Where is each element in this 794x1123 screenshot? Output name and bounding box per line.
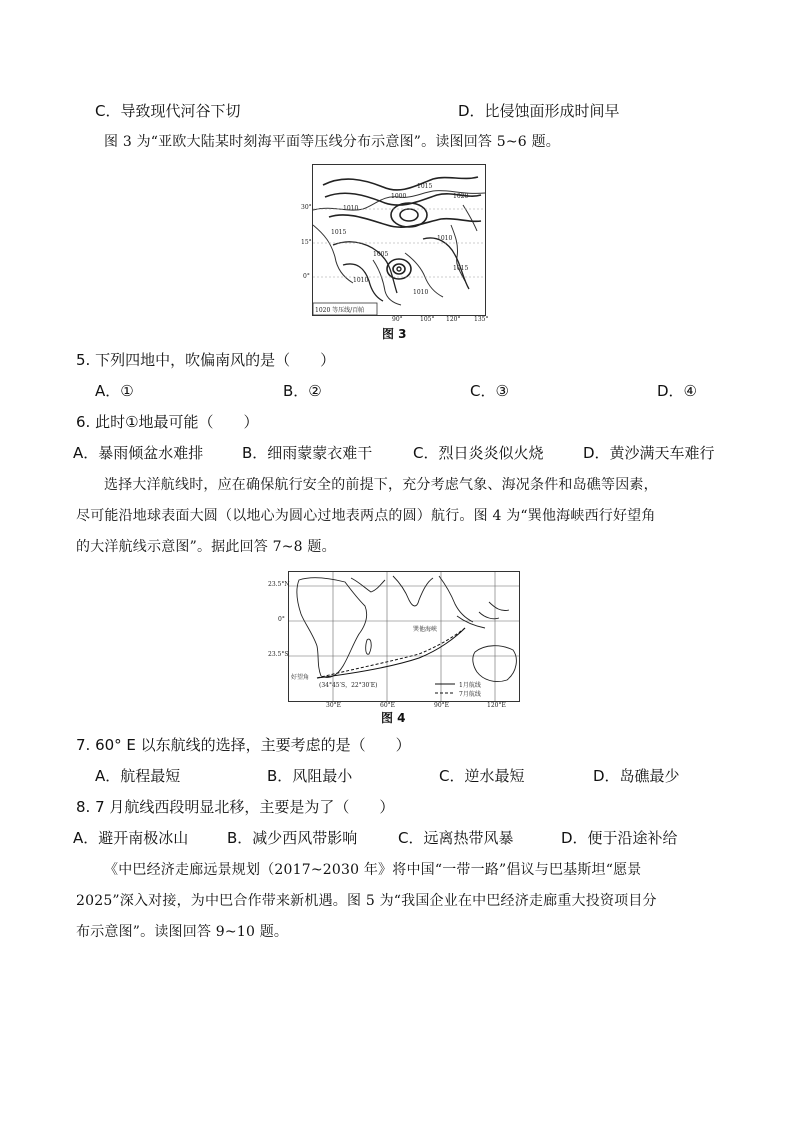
- q6-stem: 6. 此时①地最可能（ ）: [76, 413, 259, 431]
- figure-4-route-map: [288, 571, 520, 702]
- fig4-lat-label: 0°: [278, 616, 285, 623]
- fig4-strait-label: 巽他海峡: [413, 626, 438, 633]
- fig3-isobar-label: 1005: [373, 251, 389, 258]
- fig4-cape-coord: (34°45′S，22°30′E): [319, 682, 378, 689]
- fig3-lat-label: 30°: [301, 204, 312, 211]
- fig4-intro-line1: 选择大洋航线时，应在确保航行安全的前提下，充分考虑气象、海况条件和岛礁等因素，: [104, 477, 658, 493]
- fig3-isobar-label: 1015: [331, 229, 347, 236]
- figure-3-pressure-map: [312, 164, 486, 316]
- fig5-intro-line1: 《中巴经济走廊远景规划（2017~2030 年》将中国“一带一路”倡议与巴基斯坦“愿景: [104, 862, 642, 878]
- fig3-isobar-label: 1020: [453, 193, 469, 200]
- q6-option-b: B．细雨蒙蒙衣难干: [242, 444, 373, 462]
- fig4-caption: 图 4: [381, 711, 406, 725]
- q8-stem: 8. 7 月航线西段明显北移，主要是为了（ ）: [76, 798, 395, 816]
- q5-stem: 5. 下列四地中，吹偏南风的是（ ）: [76, 351, 336, 369]
- q6-option-c: C．烈日炎炎似火烧: [413, 444, 544, 462]
- fig3-isobar-label: 1015: [417, 183, 433, 190]
- q7-stem: 7. 60° E 以东航线的选择，主要考虑的是（ ）: [76, 736, 411, 754]
- fig3-lon-label: 135°: [474, 316, 489, 323]
- fig4-intro-line2: 尽可能沿地球表面大圆（以地心为圆心过地表两点的圆）航行。图 4 为“巽他海峡西行好望角: [76, 508, 656, 524]
- fig3-legend: 1020 等压线/百帕: [315, 307, 365, 314]
- q5-option-b: B．②: [283, 382, 322, 400]
- fig3-isobar-label: 1010: [413, 289, 429, 296]
- fig5-intro-line3: 布示意图”。读图回答 9~10 题。: [76, 924, 289, 940]
- fig3-caption: 图 3: [382, 327, 407, 341]
- fig3-lon-label: 105°: [420, 316, 435, 323]
- q8-option-a: A．避开南极冰山: [73, 829, 189, 847]
- q5-option-c: C．③: [470, 382, 509, 400]
- q4-option-c: C．导致现代河谷下切: [95, 102, 241, 120]
- fig4-lon-label: 120°E: [487, 702, 506, 709]
- q8-option-b: B．减少西风带影响: [227, 829, 358, 847]
- fig4-legend-jan: 1月航线: [459, 682, 481, 689]
- fig4-lon-label: 30°E: [326, 702, 342, 709]
- fig3-lat-label: 15°: [301, 239, 312, 246]
- fig3-isobar-label: 1010: [343, 205, 359, 212]
- fig4-lat-label: 23.5°S: [268, 651, 289, 658]
- fig3-intro: 图 3 为“亚欧大陆某时刻海平面等压线分布示意图”。读图回答 5~6 题。: [104, 134, 560, 150]
- fig3-lon-label: 90°: [392, 316, 403, 323]
- fig3-isobar-label: 1010: [353, 277, 369, 284]
- fig4-cape-label: 好望角: [291, 674, 310, 681]
- fig4-intro-line3: 的大洋航线示意图”。据此回答 7~8 题。: [76, 539, 336, 555]
- q7-option-a: A．航程最短: [95, 767, 181, 785]
- q8-option-d: D．便于沿途补给: [561, 829, 678, 847]
- fig4-lon-label: 60°E: [380, 702, 396, 709]
- fig3-isobar-label: 1000: [391, 193, 407, 200]
- fig4-legend-jul: 7月航线: [459, 691, 481, 698]
- q4-option-d: D．比侵蚀面形成时间早: [458, 102, 620, 120]
- q6-option-a: A．暴雨倾盆水难排: [73, 444, 204, 462]
- q8-option-c: C．远离热带风暴: [398, 829, 514, 847]
- q6-option-d: D．黄沙满天车难行: [583, 444, 715, 462]
- q5-option-a: A．①: [95, 382, 134, 400]
- fig4-lat-label: 23.5°N: [268, 581, 290, 588]
- q7-option-d: D．岛礁最少: [593, 767, 680, 785]
- fig3-lon-label: 120°: [446, 316, 461, 323]
- pressure-map-drawing: [313, 165, 485, 315]
- fig3-isobar-label: 1010: [437, 235, 453, 242]
- q7-option-b: B．风阻最小: [267, 767, 353, 785]
- q7-option-c: C．逆水最短: [439, 767, 525, 785]
- fig3-lat-label: 0°: [303, 273, 310, 280]
- fig3-isobar-label: 1015: [453, 265, 469, 272]
- fig5-intro-line2: 2025”深入对接，为中巴合作带来新机遇。图 5 为“我国企业在中巴经济走廊重大投资项目分: [76, 893, 657, 909]
- fig4-lon-label: 90°E: [434, 702, 450, 709]
- q5-option-d: D．④: [657, 382, 697, 400]
